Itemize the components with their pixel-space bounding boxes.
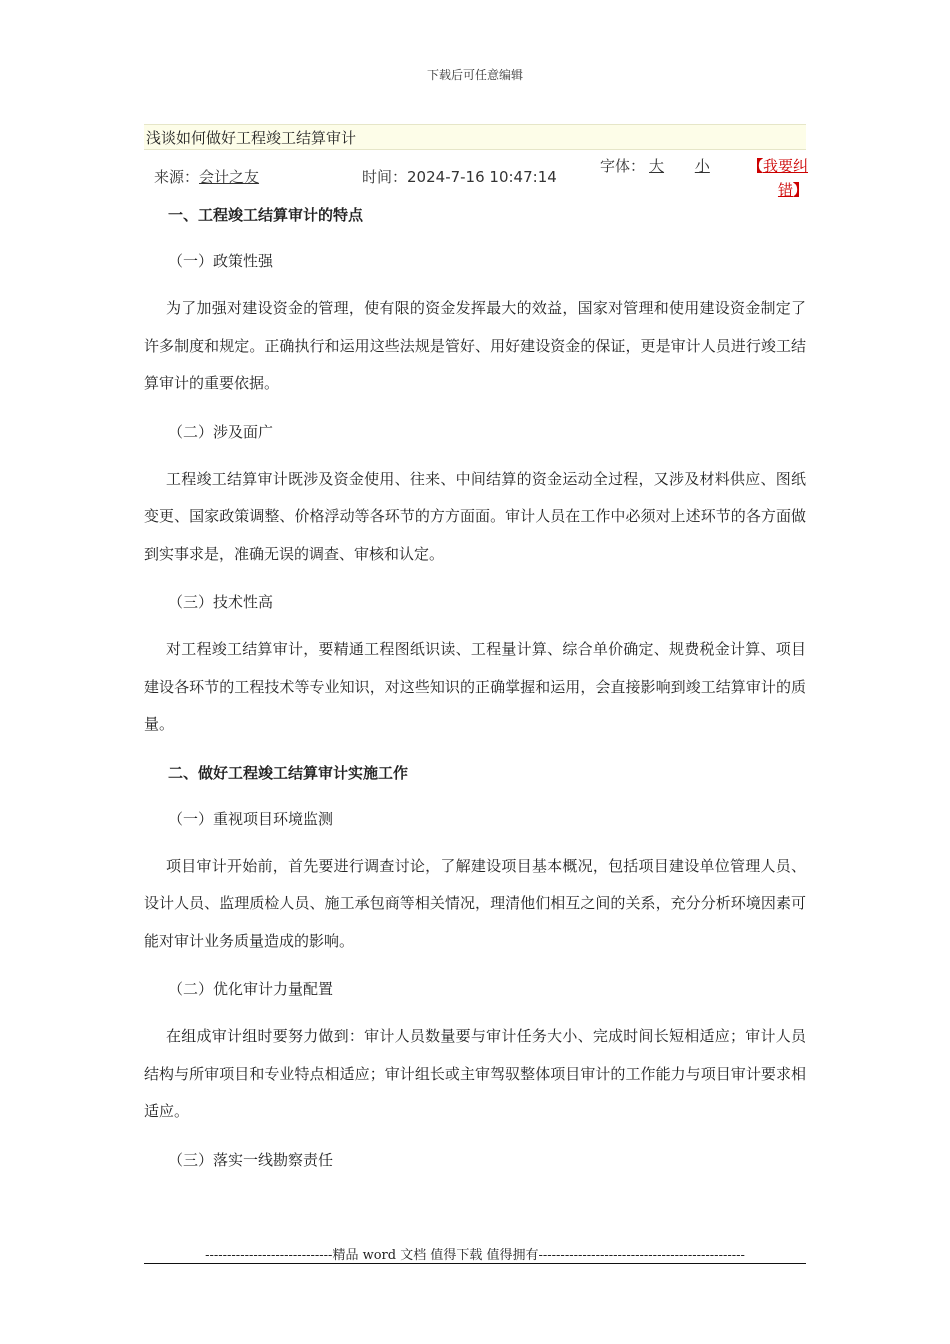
paragraph: 项目审计开始前，首先要进行调查讨论，了解建设项目基本概况，包括项目建设单位管理人员、设计人员、监理质检人员、施工承包商等相关情况，理清他们相互之间的关系，充分分析环境因素可能对审计业务质量造成的影响。 — [144, 856, 806, 950]
paragraph: 对工程竣工结算审计，要精通工程图纸识读、工程量计算、综合单价确定、规费税金计算、项目建设各环节的工程技术等专业知识，对这些知识的正确掌握和运用，会直接影响到竣工结算审计的质量。 — [144, 640, 806, 733]
subsection-heading: （三）技术性高 — [168, 593, 274, 611]
source-meta — [154, 166, 259, 187]
report-open: 【 — [747, 157, 763, 175]
source-link[interactable]: 会计之友 — [199, 168, 260, 186]
font-small-link[interactable]: 小 — [694, 157, 710, 175]
font-large-link[interactable]: 大 — [649, 157, 665, 175]
report-link-line1[interactable]: 我要纠 — [762, 157, 808, 175]
article-title: 浅谈如何做好工程竣工结算审计 — [144, 124, 806, 150]
report-error[interactable] — [742, 154, 808, 202]
header-note: 下载后可任意编辑 — [426, 68, 523, 82]
font-label: 字体： — [600, 157, 646, 175]
section-heading: 一、工程竣工结算审计的特点 — [168, 206, 364, 224]
subsection-heading: （二）优化审计力量配置 — [168, 980, 334, 998]
subsection-heading: （一）重视项目环境监测 — [168, 809, 334, 828]
time-value: 2024-7-16 10:47:14 — [407, 168, 557, 186]
subsection-heading: （三）落实一线勘察责任 — [168, 1150, 334, 1169]
time-meta — [362, 166, 557, 187]
paragraph: 工程竣工结算审计既涉及资金使用、往来、中间结算的资金运动全过程，又涉及材料供应、图纸变更、国家政策调整、价格浮动等各环节的方方面面。审计人员在工作中必须对上述环节的各方面做到实事求是，准确无误的调查、审核和认定。 — [144, 469, 806, 563]
source-label: 来源： — [154, 168, 200, 186]
report-close: 】 — [792, 181, 808, 199]
report-link-line2[interactable]: 错 — [777, 181, 793, 199]
subsection-heading: （一）政策性强 — [168, 252, 274, 270]
footer-divider — [144, 1263, 806, 1264]
paragraph: 在组成审计组时要努力做到：审计人员数量要与审计任务大小、完成时间长短相适应；审计人员结构与所审项目和专业特点相适应；审计组长或主审驾驭整体项目审计的工作能力与项目审计要求相适应。 — [144, 1027, 806, 1120]
time-label: 时间： — [362, 168, 408, 186]
section-heading: 二、做好工程竣工结算审计实施工作 — [168, 763, 409, 782]
subsection-heading: （二）涉及面广 — [168, 422, 274, 441]
footer-text: -----------------------------精品 word 文档 值得下载 值得拥有----------------------------------------------- — [205, 1248, 745, 1263]
article-body — [144, 196, 806, 1189]
paragraph: 为了加强对建设资金的管理，使有限的资金发挥最大的效益，国家对管理和使用建设资金制定了许多制度和规定。正确执行和运用这些法规是管好、用好建设资金的保证，更是审计人员进行竣工结算审计的重要依据。 — [144, 299, 806, 392]
font-size-control — [600, 155, 710, 176]
